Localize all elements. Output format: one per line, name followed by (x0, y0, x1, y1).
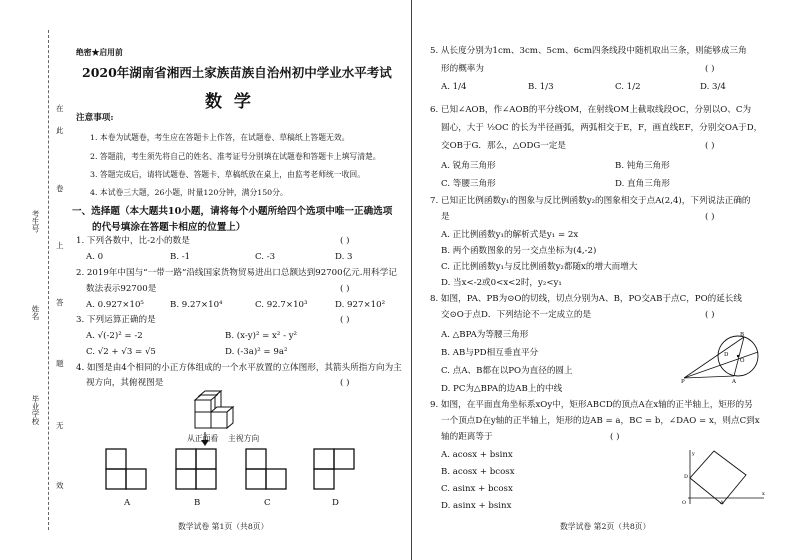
svg-text:O: O (682, 500, 687, 506)
footer-left: 数学试卷 第1页（共8页） (178, 522, 269, 531)
svg-text:y: y (692, 451, 695, 457)
q2-stem: 2. 2019年中国与“一带一路”沿线国家货物贸易进出口总额达到92700亿元.用科学记 (76, 268, 397, 278)
answer-paren: ( ) (705, 212, 715, 222)
seal-char: 卷 (56, 184, 64, 193)
q1-option-a: A. 0 (86, 252, 104, 262)
q2-option-a: A. 0.927×10⁵ (86, 300, 144, 310)
q9-stem-cont: 一个顶点D在y轴的正半轴上，矩形的边AB = a，BC = b，∠DAO = x，则点C到x (441, 416, 760, 426)
answer-paren: ( ) (705, 141, 715, 151)
q3-option-c: C. √2 + √3 = √5 (86, 347, 156, 357)
answer-paren: ( ) (705, 310, 715, 320)
q8-option-b: B. AB与PD相互垂直平分 (441, 348, 539, 358)
q5-stem-cont: 形的概率为 (441, 64, 484, 74)
q4-grid-d (314, 449, 354, 489)
subject-title: 数 学 (205, 92, 251, 112)
svg-text:A: A (720, 500, 724, 506)
notes-item: 3. 答题完成后，请将试题卷、答题卡、草稿纸放在桌上，由监考老师统一收回。 (90, 170, 366, 179)
seal-char: 上 (56, 241, 64, 250)
q3-option-a: A. √(-2)² = -2 (86, 331, 143, 341)
seal-char: 答 (56, 298, 64, 307)
q5-option-b: B. 1/3 (528, 82, 554, 92)
q9-option-c: C. asinx + bcosx (441, 484, 513, 494)
q2-option-b: B. 9.27×10⁴ (170, 300, 223, 310)
q7-option-c: C. 正比例函数y₁与反比例函数y₂都随x的增大而增大 (441, 262, 638, 272)
q4-view-label-front: 从正面看 (187, 434, 219, 443)
q7-option-d: D. 当x<-2或0<x<2时，y₂<y₁ (441, 278, 562, 288)
q6-option-b: B. 钝角三角形 (615, 161, 670, 171)
footer-right: 数学试卷 第2页（共8页） (560, 522, 651, 531)
answer-paren: ( ) (340, 378, 350, 388)
q6-stem-cont2: 交OB于G．那么，△ODG一定是 (441, 141, 566, 151)
svg-text:D: D (684, 474, 689, 480)
q9-stem-cont2: 轴的距离等于 (441, 432, 493, 442)
q4-stem-cont: 视方向，其俯视图是 (86, 378, 164, 388)
q6-stem-cont: 圆心，大于 ½OC 的长为半径画弧，两弧相交于E，F，画直线EF，分别交OA于D， (441, 123, 763, 133)
q9-stem: 9. 如图，在平面直角坐标系xOy中，矩形ABCD的顶点A在x轴的正半轴上，矩形的另 (430, 400, 753, 410)
q6-option-a: A. 锐角三角形 (441, 161, 496, 171)
q1-option-c: C. -3 (255, 252, 276, 262)
answer-paren: ( ) (610, 432, 620, 442)
q9-option-a: A. acosx + bsinx (441, 450, 513, 460)
q6-option-c: C. 等腰三角形 (441, 179, 496, 189)
svg-text:A: A (732, 379, 736, 384)
seal-char: 无 (56, 421, 64, 430)
q4-option-d: D (332, 498, 339, 508)
seal-char: 题 (56, 359, 64, 368)
q8-option-d: D. PC为△BPA的边AB上的中线 (441, 384, 563, 394)
notes-title: 注意事项: (76, 113, 114, 123)
q5-stem: 5. 从长度分别为1cm、3cm、5cm、6cm四条线段中随机取出三条，则能够成三角 (430, 46, 747, 56)
section-heading: 一、选择题（本大题共10小题，请将每个小题所给四个选项中唯一正确选项 (72, 206, 393, 217)
seal-char: 此 (56, 126, 64, 135)
q2-stem-cont: 数法表示92700是 (86, 284, 157, 294)
answer-paren: ( ) (340, 236, 350, 246)
section-heading-cont: 的代号填涂在答题卡相应的位置上） (92, 222, 246, 233)
field-exam-number: 考生号 (31, 210, 40, 233)
q4-option-b: B (194, 498, 201, 508)
q8-stem: 8. 如图，PA、PB为⊙O的切线，切点分别为A、B，PO交AB于点C，PO的延长线 (430, 294, 742, 304)
q5-option-d: D. 3/4 (700, 82, 726, 92)
notes-item: 2. 答题前，考生须先将自己的姓名、准考证号分别填在试题卷和答题卡上填写清楚。 (90, 152, 381, 161)
q7-stem: 7. 已知正比例函数y₁的图象与反比例函数y₂的图象相交于点A(2,4)，下列说法正确的 (430, 196, 751, 206)
answer-paren: ( ) (340, 315, 350, 325)
q2-option-c: C. 92.7×10³ (255, 300, 308, 310)
q2-option-d: D. 927×10² (335, 300, 386, 310)
q4-option-grids (100, 445, 370, 505)
q7-option-b: B. 两个函数图象的另一交点坐标为(4,-2) (441, 246, 597, 256)
page-divider (411, 0, 412, 560)
svg-text:D: D (724, 352, 729, 358)
q6-stem: 6. 已知∠AOB，作∠AOB的平分线OM，在射线OM上截取线段OC，分别以O、C为 (430, 105, 752, 115)
svg-text:O: O (740, 358, 745, 364)
q4-option-a: A (124, 498, 131, 508)
q4-grid-a (106, 449, 146, 489)
q7-stem-cont: 是 (441, 212, 450, 222)
q9-option-d: D. asinx + bsinx (441, 501, 512, 511)
field-school: 毕业学校 (31, 395, 40, 425)
q9-rectangle-figure (680, 448, 768, 506)
field-name: 姓名 (31, 305, 40, 320)
q4-stem: 4. 如图是由4个相同的小正方体组成的一个水平放置的立体图形，其箭头所指方向为主 (76, 363, 402, 373)
svg-text:B: B (740, 332, 745, 338)
q7-option-a: A. 正比例函数y₁的解析式是y₁ = 2x (441, 230, 579, 240)
answer-paren: ( ) (340, 284, 350, 294)
q1-option-d: D. 3 (335, 252, 353, 262)
q4-view-label-direction: 主视方向 (228, 434, 260, 443)
q4-grid-b (176, 449, 216, 489)
q4-option-c: C (264, 498, 271, 508)
seal-char: 效 (56, 481, 64, 490)
q4-grid-c (246, 449, 286, 489)
q1-option-b: B. -1 (170, 252, 191, 262)
q8-option-c: C. 点A、B都在以PO为直径的圆上 (441, 366, 573, 376)
q3-option-d: D. (-3a)² = 9a² (225, 347, 288, 357)
answer-paren: ( ) (705, 64, 715, 74)
secret-label: 绝密★启用前 (76, 48, 123, 57)
q5-option-a: A. 1/4 (441, 82, 467, 92)
q1-stem: 1. 下列各数中，比-2小的数是 (76, 236, 190, 246)
exam-title: 2020年湖南省湘西土家族苗族自治州初中学业水平考试 (82, 65, 392, 80)
q5-option-c: C. 1/2 (615, 82, 641, 92)
binding-line (48, 30, 49, 530)
svg-text:P: P (681, 379, 685, 384)
q3-option-b: B. (x-y)² = x² - y² (225, 331, 298, 341)
notes-item: 4. 本试卷三大题，26小题，时量120分钟，满分150分。 (90, 188, 288, 197)
svg-text:x: x (762, 491, 765, 497)
seal-char: 在 (56, 104, 64, 113)
q9-option-b: B. acosx + bcosx (441, 467, 515, 477)
q6-option-d: D. 直角三角形 (615, 179, 671, 189)
q3-stem: 3. 下列运算正确的是 (76, 315, 156, 325)
q8-tangent-figure (680, 326, 764, 384)
q8-stem-cont: 交⊙O于点D．下列结论不一定成立的是 (441, 310, 592, 320)
notes-item: 1. 本卷为试题卷，考生应在答题卡上作答，在试题卷、草稿纸上答题无效。 (90, 133, 350, 142)
q8-option-a: A. △BPA为等腰三角形 (441, 330, 529, 340)
